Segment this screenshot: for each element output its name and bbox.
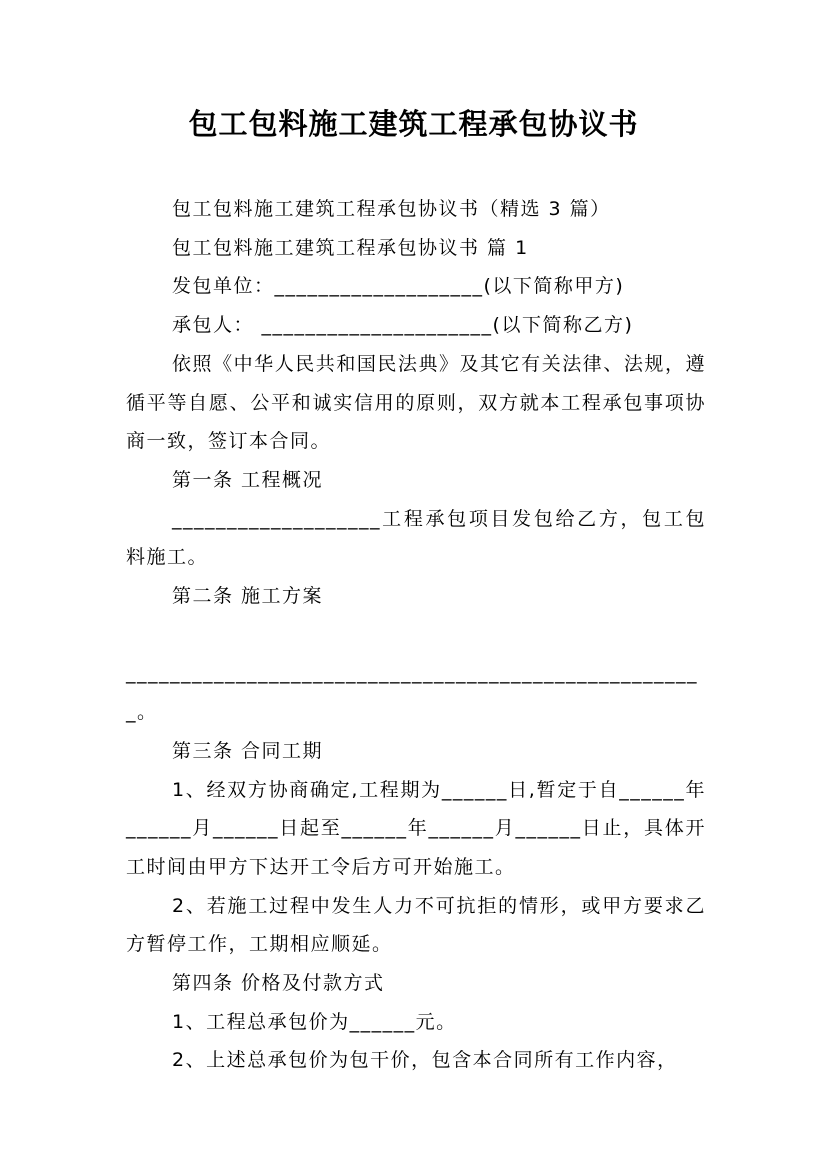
article-3-clause-1: 1、经双方协商确定,工程期为______日,暂定于自______年______月______日起至______年______月______日止，具体开工时间由甲方下达开工令后方可开始施工。 bbox=[126, 778, 706, 878]
blank-line bbox=[126, 616, 706, 655]
paragraph-part-heading: 包工包料施工建筑工程承包协议书 篇 1 bbox=[172, 236, 529, 259]
paragraph-contractor: 承包人： _____________________(以下简称乙方) bbox=[172, 314, 634, 337]
document-body bbox=[126, 190, 706, 1080]
article-4-heading: 第四条 价格及付款方式 bbox=[172, 972, 385, 995]
paragraph-employer: 发包单位：___________________(以下简称甲方) bbox=[172, 275, 625, 298]
article-2-text: _____________________________________________________。 bbox=[126, 662, 698, 724]
article-3-heading: 第三条 合同工期 bbox=[172, 739, 324, 762]
article-4-clause-1: 1、工程总承包价为______元。 bbox=[172, 1010, 457, 1033]
article-4-clause-2: 2、上述总承包价为包干价，包含本合同所有工作内容， bbox=[172, 1049, 678, 1072]
article-1-heading: 第一条 工程概况 bbox=[172, 468, 324, 491]
document-title: 包工包料施工建筑工程承包协议书 bbox=[188, 107, 639, 141]
article-1-text: ___________________工程承包项目发包给乙方，包工包料施工。 bbox=[126, 507, 706, 569]
article-3-clause-2: 2、若施工过程中发生人力不可抗拒的情形，或甲方要求乙方暂停工作，工期相应顺延。 bbox=[126, 894, 706, 956]
paragraph-preamble: 依照《中华人民共和国民法典》及其它有关法律、法规，遵循平等自愿、公平和诚实信用的原则，双方就本工程承包事项协商一致，签订本合同。 bbox=[126, 352, 706, 453]
paragraph-subtitle: 包工包料施工建筑工程承包协议书（精选 3 篇） bbox=[172, 198, 611, 220]
article-2-heading: 第二条 施工方案 bbox=[172, 585, 324, 608]
